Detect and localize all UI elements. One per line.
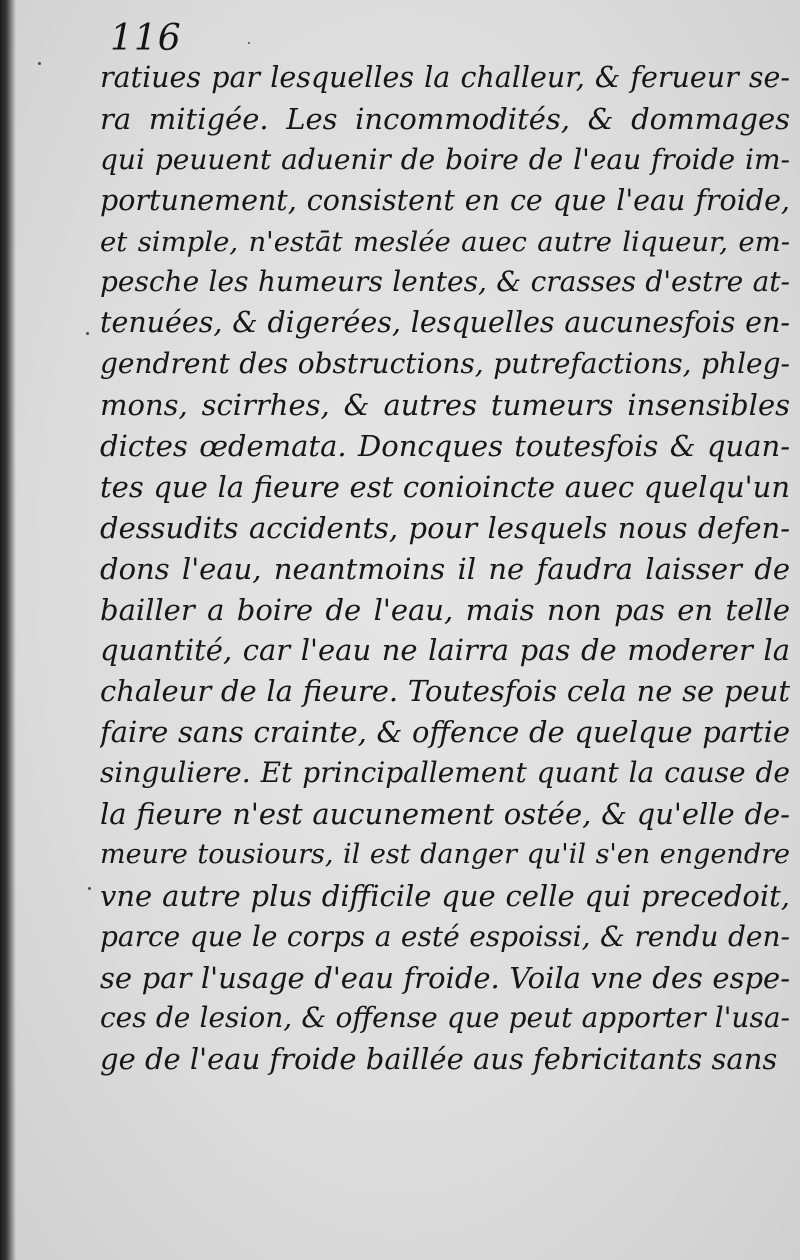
ink-speck bbox=[86, 332, 89, 335]
ink-speck bbox=[38, 62, 41, 65]
binding-gutter bbox=[0, 0, 16, 1260]
text-line: ge de l'eau froide baillée aus febricitants sans bbox=[100, 1042, 778, 1077]
text-line: mons, scirrhes, & autres tumeurs insensibles bbox=[100, 388, 790, 423]
text-line: tes que la fieure est conioincte auec quelqu'un bbox=[100, 469, 790, 504]
text-line: faire sans crainte, & offence de quelque partie bbox=[100, 715, 790, 750]
text-line: portunement, consistent en ce que l'eau froide, bbox=[100, 183, 790, 217]
text-line: chaleur de la fieure. Toutesfois cela ne se peut bbox=[100, 674, 790, 709]
text-line: parce que le corps a esté espoissi, & rendu den- bbox=[100, 919, 790, 953]
ink-speck bbox=[88, 887, 91, 890]
body-text bbox=[100, 58, 790, 1080]
text-line: ra mitigée. Les incommodités, & dommages bbox=[100, 101, 790, 136]
ink-speck bbox=[248, 42, 250, 44]
text-line: pesche les humeurs lentes, & crasses d'estre at- bbox=[100, 265, 790, 299]
text-line: et simple, n'estāt meslée auec autre liqueur, em- bbox=[100, 225, 790, 258]
text-line: bailler a boire de l'eau, mais non pas en telle bbox=[100, 592, 790, 627]
text-line: qui peuuent aduenir de boire de l'eau froide im- bbox=[100, 142, 790, 176]
text-line: ratiues par lesquelles la challeur, & ferueur se- bbox=[100, 61, 790, 94]
page-number: 116 bbox=[110, 18, 182, 59]
text-line: meure tousiours, il est danger qu'il s'en engendre bbox=[100, 838, 790, 870]
text-line: gendrent des obstructions, putrefactions, phleg- bbox=[100, 347, 790, 381]
text-line: dictes œdemata. Doncques toutesfois & quan- bbox=[100, 429, 790, 464]
text-line: singuliere. Et principallement quant la cause de bbox=[100, 756, 790, 790]
text-line: quantité, car l'eau ne lairra pas de moderer la bbox=[100, 633, 790, 668]
text-line: dons l'eau, neantmoins il ne faudra laisser de bbox=[100, 551, 790, 586]
text-line: la fieure n'est aucunement ostée, & qu'elle de- bbox=[100, 797, 790, 832]
text-line: tenuées, & digerées, lesquelles aucunesfois en- bbox=[100, 306, 790, 340]
text-line: ces de lesion, & offense que peut apporter l'usa- bbox=[100, 1001, 790, 1035]
text-line: vne autre plus difficile que celle qui precedoit, bbox=[100, 878, 790, 913]
text-line: dessudits accidents, pour lesquels nous defen- bbox=[100, 510, 790, 545]
text-line: se par l'usage d'eau froide. Voila vne des espe- bbox=[100, 960, 790, 995]
